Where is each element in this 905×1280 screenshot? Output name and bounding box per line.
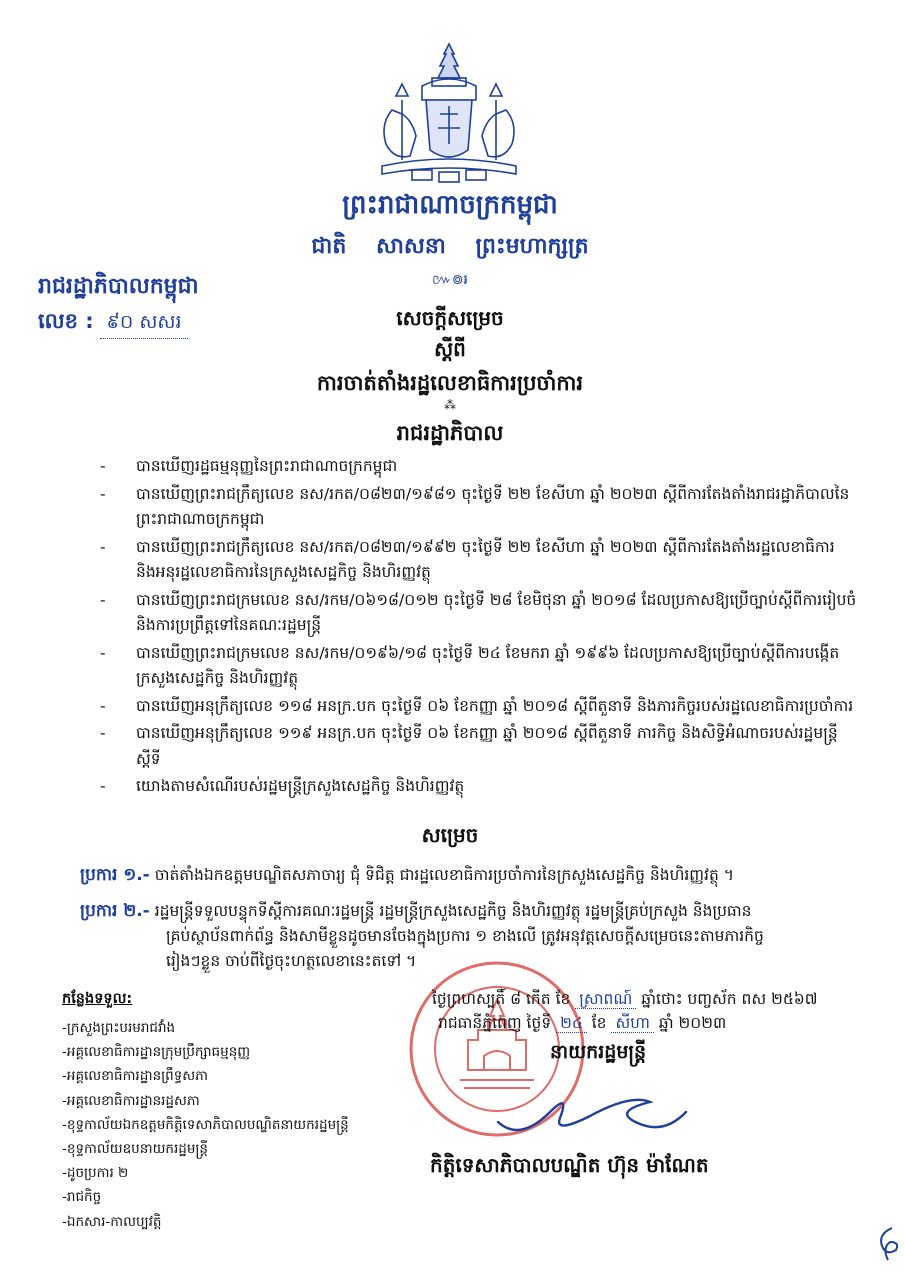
issuing-government: រាជរដ្ឋាភិបាលកម្ពុជា [38,274,199,299]
recipients-title: កន្លែងទទួល: [62,991,133,1007]
recipient-item: -រាជកិច្ច [62,1189,102,1206]
recital-item: - បានឃើញព្រះរាជក្រមលេខ នស/រកម/០៦១៨/០១២ ចុះថ្ងៃទី ២៨ ខែមិថុនា ឆ្នាំ ២០១៨ ដែលប្រកាសឱ្យប្រើច្បាប់ស្ដីពីការរៀបចំ និងការប្រព្រឹត្តទៅនៃគណៈរដ្ឋមន្ត្រី [100,590,857,634]
recipient-item: -អគ្គលេខាធិការដ្ឋានក្រុមប្រឹក្សាធម្មនុញ្ញ [62,1044,251,1061]
date-month: សីហា [611,1014,653,1033]
reference-number-label: លេខ : [38,309,94,333]
recipient-item: -ខុទ្ទកាល័យឧបនាយករដ្ឋមន្ត្រី [62,1141,209,1158]
stars-ornament: ⁂ [444,398,456,412]
recipients-list [62,1016,349,1234]
reference-number-value: ៩០ សសរ [100,310,187,339]
recital-item: - បានឃើញអនុក្រឹត្យលេខ ១១៩ អនក្រ.បក ចុះថ្ងៃទី ០៦ ខែកញ្ញា ឆ្នាំ ២០១៨ ស្ដីពីតួនាទី ភារកិច្ច និងសិទ្ធិអំណាចរបស់រដ្ឋមន្ត្រីស្ដីទី [100,724,838,768]
recipient-item: -ដូចប្រការ ២ [62,1165,129,1182]
place-date-line [438,1013,726,1036]
date-year: ឆ្នាំ ២០២៣ [658,1014,727,1032]
reference-number [38,308,188,339]
article-1-text: ចាត់តាំងឯកឧត្តមបណ្ឌិតសភាចារ្យ ជុំ ទិជិត្ត ជារដ្ឋលេខាធិការប្រចាំការនៃក្រសួងសេដ្ឋកិច្ច និងហិរញ្ញវត្ថុ ។ [154,866,734,884]
article-1-label: ប្រការ ១.- [80,865,150,885]
signatory-title: នាយករដ្ឋមន្ត្រី [550,1041,647,1063]
signatory-name: កិត្តិទេសាភិបាលបណ្ឌិត ហ៊ុន ម៉ាណែត [430,1153,709,1177]
place-date-prefix: រាជធានីភ្នំពេញ ថ្ងៃទី [438,1014,552,1032]
recipient-item: -ក្រសួងព្រះបរមរាជវាំង [62,1020,176,1036]
recitals-list [100,454,860,802]
document-subject: ការចាត់តាំងរដ្ឋលេខាធិការប្រចាំការ [316,371,584,395]
signature-icon [490,1072,690,1142]
recital-item: - បានឃើញអនុក្រឹត្យលេខ ១១៨ អនក្រ.បក ចុះថ្ងៃទី ០៦ ខែកញ្ញា ឆ្នាំ ២០១៨ ស្ដីពីតួនាទី និងភារកិច្ចរបស់រដ្ឋលេខាធិការប្រចាំការ [100,696,854,715]
article-1 [80,863,850,888]
recital-item: - បានឃើញព្រះរាជក្រមលេខ នស/រកម/០១៩៦/១៨ ចុះថ្ងៃទី ២៤ ខែមករា ឆ្នាំ ១៩៩៦ ដែលប្រកាសឱ្យប្រើច្បាប់ស្ដីពីការបង្កើតក្រសួងសេដ្ឋកិច្ច និងហិរញ្ញវត្ថុ [100,643,840,687]
subject-connector: ស្ដីពី [434,337,466,361]
recital-item: - បានឃើញរដ្ឋធម្មនុញ្ញនៃព្រះរាជាណាចក្រកម្ពុជា [100,457,398,475]
decides-heading: សម្រេច [421,823,479,847]
lunar-month-label: ខែ [555,990,571,1008]
article-2-line-2: គ្រប់ស្ថាប័នពាក់ព័ន្ធ និងសាមីខ្លួនដូចមានចែងក្នុងប្រការ ១ ខាងលើ ត្រូវអនុវត្តសេចក្ដីសម្រេចនេះតាមភារកិច្ច [166,927,764,945]
royal-emblem-icon [372,40,526,188]
lunar-year: ឆ្នាំថោះ បញ្ចស័ក ពស ២៥៦៧ [641,990,818,1008]
recital-item: - បានឃើញព្រះរាជក្រឹត្យលេខ នស/រកត/០៨២៣/១៩៨១ ចុះថ្ងៃទី ២២ ខែសីហា ឆ្នាំ ២០២៣ ស្ដីពីការតែងតាំងរាជរដ្ឋាភិបាលនៃព្រះរាជាណាចក្រកម្ពុជា [100,484,850,528]
document-type: សេចក្ដីសម្រេច [396,306,504,330]
page-mark-icon [872,1224,902,1264]
recipient-item: -អគ្គលេខាធិការដ្ឋានរដ្ឋសភា [62,1092,200,1109]
header-ornament: ៚៙៛ [432,272,468,288]
article-2-line-1: រដ្ឋមន្ត្រីទទួលបន្ទុកទីស្ដីការគណៈរដ្ឋមន្ត្រី រដ្ឋមន្ត្រីក្រសួងសេដ្ឋកិច្ច និងហិរញ្ញវត្ថុ រដ្ឋមន្ត្រីគ្រប់ក្រសួង និងប្រធាន [154,902,752,920]
lunar-date-line [432,989,817,1012]
date-day: ២៤ [556,1014,587,1033]
recipient-item: -ខុទ្ទកាល័យឯកឧត្តមកិត្តិទេសាភិបាលបណ្ឌិតនាយករដ្ឋមន្ត្រី [62,1116,349,1133]
authority-heading: រាជរដ្ឋាភិបាល [396,421,504,445]
article-2-line-3: រៀងៗខ្លួន ចាប់ពីថ្ងៃចុះហត្ថលេខានេះតទៅ ។ [166,952,417,970]
kingdom-name: ព្រះរាជាណាចក្រកម្ពុជា [342,190,558,220]
recipient-item: -អគ្គលេខាធិការដ្ឋានព្រឹទ្ធសភា [62,1068,209,1085]
national-motto: ជាតិ សាសនា ព្រះមហាក្សត្រ [311,234,589,259]
lunar-month: ស្រាពណ៍ [575,990,636,1009]
article-2-label: ប្រការ ២.- [80,901,150,921]
month-label: ខែ [591,1014,607,1032]
recital-item: - យោងតាមសំណើរបស់រដ្ឋមន្ត្រីក្រសួងសេដ្ឋកិច្ច និងហិរញ្ញវត្ថុ [100,777,465,795]
recipient-item: -ឯកសារ-កាលប្បវត្តិ [62,1213,162,1230]
recital-item: - បានឃើញព្រះរាជក្រឹត្យលេខ នស/រកត/០៨២៣/១៩៩២ ចុះថ្ងៃទី ២២ ខែសីហា ឆ្នាំ ២០២៣ ស្ដីពីការតែងតាំងរដ្ឋលេខាធិការ និងអនុរដ្ឋលេខាធិការនៃក្រសួងសេដ្ឋកិច្ច និងហិរញ្ញវត្ថុ [100,537,835,581]
lunar-date-prefix: ថ្ងៃព្រហស្បតិ៍ ៨ កើត [432,990,551,1008]
